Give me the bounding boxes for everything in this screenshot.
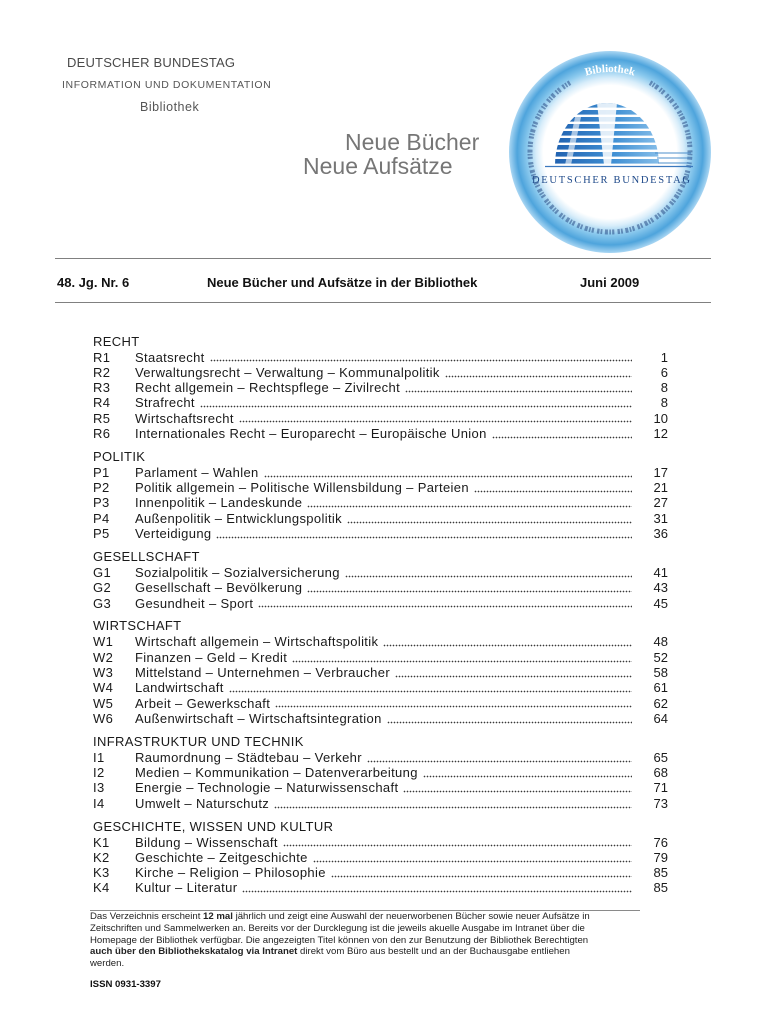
toc-entry-page: 31	[653, 510, 668, 526]
department-name: INFORMATION UND DOKUMENTATION	[62, 79, 272, 91]
issue-heading: Neue Bücher und Aufsätze in der Bibliothek	[207, 275, 478, 290]
toc-entry-p3	[93, 495, 668, 510]
dot-leader	[292, 650, 632, 665]
seal-title-path: Bibliothek	[583, 62, 637, 79]
toc-entry-r2	[93, 365, 668, 380]
toc-entry-label: Wirtschaft allgemein – Wirtschaftspolitik	[135, 634, 379, 650]
footer-line-5	[90, 958, 590, 970]
toc-entry-code: K3	[93, 865, 110, 881]
toc-entry-page: 17	[653, 464, 668, 480]
toc-entry-k2	[93, 850, 668, 865]
toc-entry-p1	[93, 465, 668, 480]
toc-section-title: WIRTSCHAFT	[93, 618, 182, 634]
toc-entry-label: Außenpolitik – Entwicklungspolitik	[135, 510, 342, 526]
toc-entry-k3	[93, 865, 668, 880]
toc-entry-code: W2	[93, 649, 114, 665]
toc-entry-label: Gesundheit – Sport	[135, 595, 254, 611]
footer-line-2	[90, 923, 590, 935]
toc-entry-page: 12	[653, 425, 668, 441]
publication-title-line-2: Neue Aufsätze	[303, 153, 453, 179]
dot-leader	[264, 465, 632, 480]
toc-entry-page: 43	[653, 580, 668, 596]
footer-line-3	[90, 935, 590, 947]
toc-entry-k4	[93, 880, 668, 895]
toc-entry-label: Innenpolitik – Landeskunde	[135, 495, 303, 511]
dot-leader	[242, 880, 632, 895]
toc-entry-code: W3	[93, 665, 114, 681]
toc-entry-label: Finanzen – Geld – Kredit	[135, 649, 288, 665]
dot-leader	[239, 411, 632, 426]
dot-leader	[474, 480, 632, 495]
toc-entry-page: 10	[653, 410, 668, 426]
footer-line-1	[90, 911, 590, 923]
toc-entry-code: G1	[93, 564, 112, 580]
toc-entry-page: 71	[653, 780, 668, 796]
toc-entry-code: P4	[93, 510, 110, 526]
toc-section-title: POLITIK	[93, 448, 146, 464]
footer-text: Das Verzeichnis erscheint	[90, 911, 204, 922]
dot-leader	[445, 365, 632, 380]
toc-entry-w5	[93, 696, 668, 711]
table-of-contents	[93, 333, 668, 903]
toc-entry-code: P2	[93, 480, 110, 496]
toc-entry-code: W4	[93, 680, 114, 696]
dot-leader	[313, 850, 632, 865]
toc-entry-label: Kultur – Literatur	[135, 880, 238, 896]
toc-section-title: RECHT	[93, 333, 140, 349]
toc-entry-g1	[93, 565, 668, 580]
publication-title-line-1: Neue Bücher	[345, 129, 480, 155]
toc-entry-r4	[93, 395, 668, 410]
toc-entry-page: 21	[653, 480, 668, 496]
toc-entry-r1	[93, 350, 668, 365]
dot-leader	[307, 495, 632, 510]
dot-leader	[229, 680, 632, 695]
toc-entry-page: 85	[653, 865, 668, 881]
toc-entry-code: K1	[93, 834, 110, 850]
toc-entry-label: Parlament – Wahlen	[135, 464, 259, 480]
footer-text: Zeitschriften und Sammelwerken an. Bereits vor der Durcklegung ist die jeweils akuelle Ausgabe im Intranet über die	[90, 922, 585, 934]
toc-entry-p4	[93, 511, 668, 526]
toc-entry-code: P5	[93, 526, 110, 542]
toc-entry-page: 41	[653, 564, 668, 580]
toc-section-title: INFRASTRUKTUR UND TECHNIK	[93, 733, 304, 749]
toc-entry-label: Verwaltungsrecht – Verwaltung – Kommunalpolitik	[135, 364, 440, 380]
dot-leader	[216, 526, 632, 541]
dot-leader	[210, 350, 632, 365]
toc-entry-label: Internationales Recht – Europarecht – Europäische Union	[135, 425, 487, 441]
toc-entry-label: Landwirtschaft	[135, 680, 224, 696]
toc-entry-page: 52	[653, 649, 668, 665]
dot-leader	[367, 750, 632, 765]
toc-entry-code: K4	[93, 880, 110, 896]
toc-section-gesellschaft	[93, 548, 668, 611]
header-rule-bottom	[55, 302, 711, 303]
toc-entry-code: R4	[93, 395, 111, 411]
dot-leader	[307, 580, 632, 595]
toc-entry-page: 36	[653, 526, 668, 542]
toc-entry-page: 8	[660, 380, 668, 396]
toc-entry-code: I3	[93, 780, 105, 796]
toc-section-geschichte-wissen-und-kultur	[93, 818, 668, 896]
toc-entry-p5	[93, 526, 668, 541]
toc-entry-page: 64	[653, 710, 668, 726]
toc-entry-g2	[93, 580, 668, 595]
toc-entry-code: I4	[93, 795, 105, 811]
toc-entry-label: Staatsrecht	[135, 349, 205, 365]
toc-entry-code: W6	[93, 710, 114, 726]
toc-entry-code: K2	[93, 849, 110, 865]
toc-entry-page: 6	[660, 364, 668, 380]
toc-entry-r6	[93, 426, 668, 441]
toc-entry-code: R5	[93, 410, 111, 426]
toc-section-politik	[93, 448, 668, 541]
issue-volume: 48. Jg. Nr. 6	[57, 275, 130, 290]
organization-name: DEUTSCHER BUNDESTAG	[67, 55, 236, 70]
toc-entry-r3	[93, 380, 668, 395]
toc-entry-w2	[93, 650, 668, 665]
toc-entry-page: 85	[653, 880, 668, 896]
dot-leader	[383, 634, 632, 649]
toc-entry-page: 76	[653, 834, 668, 850]
footer-bold-text: 12 mal	[203, 911, 233, 922]
toc-entry-page: 27	[653, 495, 668, 511]
toc-entry-i4	[93, 796, 668, 811]
dot-leader	[403, 780, 632, 795]
issn-number: ISSN 0931-3397	[90, 979, 161, 990]
toc-entry-label: Gesellschaft – Bevölkerung	[135, 580, 303, 596]
toc-entry-w6	[93, 711, 668, 726]
dot-leader	[345, 565, 632, 580]
footer-bold-text: auch über den Bibliothekskatalog via Intranet	[90, 946, 298, 958]
footer-text: direkt vom Büro aus bestellt und an der Buchausgabe entliehen	[297, 946, 570, 958]
toc-entry-page: 73	[653, 795, 668, 811]
dot-leader	[423, 765, 632, 780]
issue-date: Juni 2009	[580, 275, 640, 290]
toc-entry-code: R2	[93, 364, 111, 380]
footer-line-4	[90, 946, 590, 958]
toc-entry-label: Strafrecht	[135, 395, 195, 411]
toc-entry-i3	[93, 780, 668, 795]
toc-entry-label: Medien – Kommunikation – Datenverarbeitung	[135, 765, 418, 781]
toc-entry-label: Umwelt – Naturschutz	[135, 795, 270, 811]
toc-entry-w1	[93, 634, 668, 649]
toc-entry-i2	[93, 765, 668, 780]
header-rule-top	[55, 258, 711, 259]
dot-leader	[492, 426, 632, 441]
toc-entry-code: R1	[93, 349, 111, 365]
dot-leader	[200, 395, 632, 410]
toc-entry-page: 62	[653, 695, 668, 711]
toc-entry-page: 61	[653, 680, 668, 696]
toc-entry-code: P3	[93, 495, 110, 511]
toc-entry-page: 79	[653, 849, 668, 865]
seal-name-text: DEUTSCHER BUNDESTAG	[532, 175, 690, 186]
toc-entry-label: Sozialpolitik – Sozialversicherung	[135, 564, 340, 580]
toc-entry-code: W1	[93, 634, 114, 650]
toc-entry-k1	[93, 835, 668, 850]
dot-leader	[274, 796, 632, 811]
toc-entry-label: Außenwirtschaft – Wirtschaftsintegration	[135, 710, 382, 726]
dot-leader	[258, 596, 632, 611]
toc-entry-label: Mittelstand – Unternehmen – Verbraucher	[135, 665, 391, 681]
unit-name: Bibliothek	[140, 100, 200, 114]
toc-entry-code: R3	[93, 380, 111, 396]
dot-leader	[395, 665, 632, 680]
bundestag-library-seal	[505, 47, 715, 259]
toc-entry-page: 68	[653, 765, 668, 781]
toc-entry-code: I2	[93, 765, 105, 781]
toc-entry-page: 65	[653, 749, 668, 765]
toc-entry-label: Bildung – Wissenschaft	[135, 834, 278, 850]
footer-text: jährlich und zeigt eine Auswahl der neuerworbenen Bücher sowie neuer Aufsätze in	[232, 911, 590, 922]
toc-entry-page: 48	[653, 634, 668, 650]
dot-leader	[283, 835, 632, 850]
toc-entry-i1	[93, 750, 668, 765]
toc-entry-label: Recht allgemein – Rechtspflege – Zivilrecht	[135, 380, 401, 396]
toc-entry-page: 1	[660, 349, 668, 365]
toc-entry-w3	[93, 665, 668, 680]
footer-text: werden.	[90, 958, 125, 970]
toc-entry-code: W5	[93, 695, 114, 711]
toc-entry-label: Raumordnung – Städtebau – Verkehr	[135, 749, 362, 765]
dot-leader	[405, 380, 632, 395]
toc-entry-label: Verteidigung	[135, 526, 212, 542]
toc-entry-label: Geschichte – Zeitgeschichte	[135, 849, 308, 865]
toc-entry-p2	[93, 480, 668, 495]
toc-section-wirtschaft	[93, 617, 668, 726]
toc-section-title: GESELLSCHAFT	[93, 548, 200, 564]
toc-entry-label: Energie – Technologie – Naturwissenschaft	[135, 780, 399, 796]
toc-entry-r5	[93, 411, 668, 426]
toc-entry-g3	[93, 596, 668, 611]
toc-section-recht	[93, 333, 668, 442]
toc-entry-code: G3	[93, 595, 112, 611]
toc-entry-code: I1	[93, 749, 105, 765]
footer-text: Homepage der Bibliothek verfügbar. Die angezeigten Titel können von den zur Benutzung der Bibliothek Berechtigten	[90, 934, 589, 946]
toc-section-title: GESCHICHTE, WISSEN UND KULTUR	[93, 818, 334, 834]
toc-entry-page: 8	[660, 395, 668, 411]
dot-leader	[387, 711, 632, 726]
toc-entry-page: 58	[653, 665, 668, 681]
toc-entry-label: Politik allgemein – Politische Willensbildung – Parteien	[135, 480, 469, 496]
toc-entry-code: P1	[93, 464, 110, 480]
toc-entry-label: Kirche – Religion – Philosophie	[135, 865, 326, 881]
footer-note	[90, 911, 590, 970]
dot-leader	[275, 696, 632, 711]
toc-entry-page: 45	[653, 595, 668, 611]
toc-entry-label: Wirtschaftsrecht	[135, 410, 234, 426]
toc-entry-label: Arbeit – Gewerkschaft	[135, 695, 271, 711]
toc-entry-w4	[93, 680, 668, 695]
toc-entry-code: R6	[93, 425, 111, 441]
dot-leader	[347, 511, 632, 526]
toc-entry-code: G2	[93, 580, 112, 596]
dot-leader	[331, 865, 632, 880]
toc-section-infrastruktur-und-technik	[93, 733, 668, 811]
